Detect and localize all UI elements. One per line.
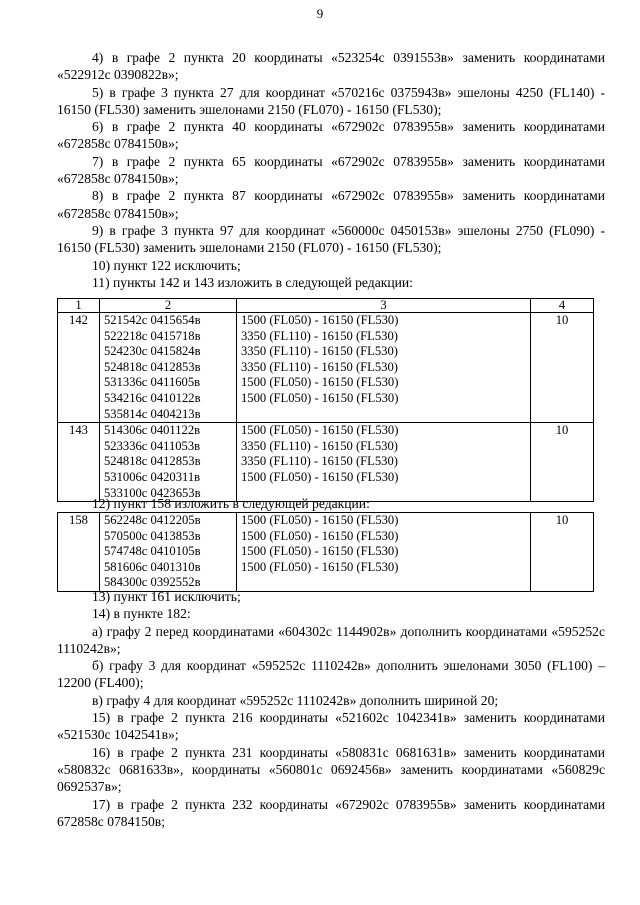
- coordinate: 534216с 0410122в: [104, 390, 201, 405]
- coordinate: 581606с 0401310в: [104, 559, 201, 574]
- flight-level: 3350 (FL110) - 16150 (FL530): [241, 438, 398, 453]
- flight-level: 3350 (FL110) - 16150 (FL530): [241, 454, 398, 469]
- header-col-3: 3: [237, 299, 531, 313]
- flight-level: 1500 (FL050) - 16150 (FL530): [241, 528, 399, 543]
- coordinate: 514306с 0401122в: [104, 423, 201, 438]
- flight-level: 3350 (FL110) - 16150 (FL530): [241, 344, 398, 359]
- paragraph-9: 9) в графе 3 пункта 97 для координат «560000с 0450153в» эшелоны 2750 (FL090) - 16150 (FL530) заменить эшелонами 2150 (FL070) - 16150 (FL530);: [57, 222, 605, 256]
- flight-level: 1500 (FL050) - 16150 (FL530): [241, 375, 399, 390]
- coordinate: 562248с 0412205в: [104, 513, 201, 527]
- coordinate: 570500с 0413853в: [104, 528, 201, 543]
- coordinate: 533100с 0423653в: [104, 485, 201, 500]
- coordinate: 574748с 0410105в: [104, 544, 201, 559]
- levels-cell: [237, 313, 531, 423]
- flight-level: 3350 (FL110) - 16150 (FL530): [241, 359, 398, 374]
- paragraph-11: 11) пункты 142 и 143 изложить в следующей редакции:: [92, 274, 413, 290]
- coordinate: 524230с 0415824в: [104, 344, 201, 359]
- coordinate: 531006с 0420311в: [104, 469, 201, 484]
- paragraph-6: 6) в графе 2 пункта 40 координаты «672902с 0783955в» заменить координатами «672858с 0784150в»;: [57, 119, 605, 152]
- paragraph-16: 16) в графе 2 пункта 231 координаты «580831с 0681631в» заменить координатами «580832с 0681633в», координаты «560801с 0692456в» заменить координатами «560829с 0692537в»;: [57, 744, 605, 795]
- paragraph-17: 17) в графе 2 пункта 232 координаты «672902с 0783955в» заменить координатами 672858с 0784150в;: [57, 796, 605, 829]
- point-number: 158: [58, 513, 100, 592]
- page-number: 9: [316, 6, 324, 21]
- coordinates-cell: [100, 313, 237, 423]
- coordinate: 531336с 0411605в: [104, 375, 201, 390]
- paragraph-5: 5) в графе 3 пункта 27 для координат «570216с 0375943в» эшелоны 4250 (FL140) - 16150 (FL530) заменить эшелонами 2150 (FL070) - 16150 (FL530);: [57, 84, 605, 117]
- paragraph-13: 13) пункт 161 исключить;: [92, 589, 241, 604]
- flight-level: 1500 (FL050) - 16150 (FL530): [241, 513, 399, 527]
- paragraph-14c: в) графу 4 для координат «595252с 1110242в» дополнить шириной 20;: [92, 692, 499, 708]
- paragraph-12: 12) пункт 158 изложить в следующей редакции:: [92, 496, 370, 511]
- width-cell: 10: [531, 513, 594, 592]
- coordinate: 521542с 0415654в: [104, 313, 201, 327]
- point-number: 143: [58, 423, 100, 502]
- coordinate: 522218с 0415718в: [104, 328, 201, 343]
- table-points-142-143: [57, 298, 594, 502]
- coordinate: 535814с 0404213в: [104, 406, 201, 421]
- coordinate: 524818с 0412853в: [104, 454, 201, 469]
- paragraph-14a: а) графу 2 перед координатами «604302с 1144902в» дополнить координатами «595252с 1110242в»;: [57, 623, 605, 656]
- paragraph-4: 4) в графе 2 пункта 20 координаты «523254с 0391553в» заменить координатами «522912с 0390822в»;: [57, 50, 605, 83]
- flight-level: 1500 (FL050) - 16150 (FL530): [241, 313, 399, 327]
- table-row: [58, 513, 594, 592]
- paragraph-14: 14) в пункте 182:: [92, 606, 191, 622]
- point-number: 142: [58, 313, 100, 423]
- paragraphs-top: [57, 49, 605, 291]
- levels-cell: [237, 423, 531, 502]
- paragraphs-bottom: [57, 588, 605, 830]
- flight-level: 1500 (FL050) - 16150 (FL530): [241, 390, 399, 405]
- paragraph-7: 7) в графе 2 пункта 65 координаты «672902с 0783955в» заменить координатами «672858с 0784150в»;: [57, 153, 605, 187]
- table-row: [58, 313, 594, 423]
- table-point-158: [57, 512, 594, 592]
- paragraph-10: 10) пункт 122 исключить;: [92, 257, 241, 273]
- flight-level: 1500 (FL050) - 16150 (FL530): [241, 469, 399, 484]
- paragraph-8: 8) в графе 2 пункта 87 координаты «672902с 0783955в» заменить координатами «672858с 0784150в»;: [57, 188, 605, 221]
- width-cell: 10: [531, 313, 594, 423]
- flight-level: 1500 (FL050) - 16150 (FL530): [241, 423, 399, 438]
- flight-level: 1500 (FL050) - 16150 (FL530): [241, 559, 399, 574]
- coordinate: 584300с 0392552в: [104, 575, 201, 590]
- width-cell: 10: [531, 423, 594, 502]
- header-col-2: 2: [100, 299, 237, 313]
- coordinates-cell: [100, 513, 237, 592]
- coordinates-cell: [100, 423, 237, 502]
- coordinate: 523336с 0411053в: [104, 438, 201, 453]
- table-row: [58, 423, 594, 502]
- paragraph-14b: б) графу 3 для координат «595252с 1110242в» дополнить эшелонами 3050 (FL100) – 12200 (FL400);: [57, 658, 605, 691]
- paragraph-15: 15) в графе 2 пункта 216 координаты «521602с 1042341в» заменить координатами «521530с 1042541в»;: [57, 710, 605, 743]
- flight-level: 1500 (FL050) - 16150 (FL530): [241, 544, 399, 559]
- flight-level: 3350 (FL110) - 16150 (FL530): [241, 328, 398, 343]
- table-header-row: [58, 299, 594, 313]
- header-col-4: 4: [531, 299, 594, 313]
- levels-cell: [237, 513, 531, 592]
- header-col-1: 1: [58, 299, 100, 313]
- coordinate: 524818с 0412853в: [104, 359, 201, 374]
